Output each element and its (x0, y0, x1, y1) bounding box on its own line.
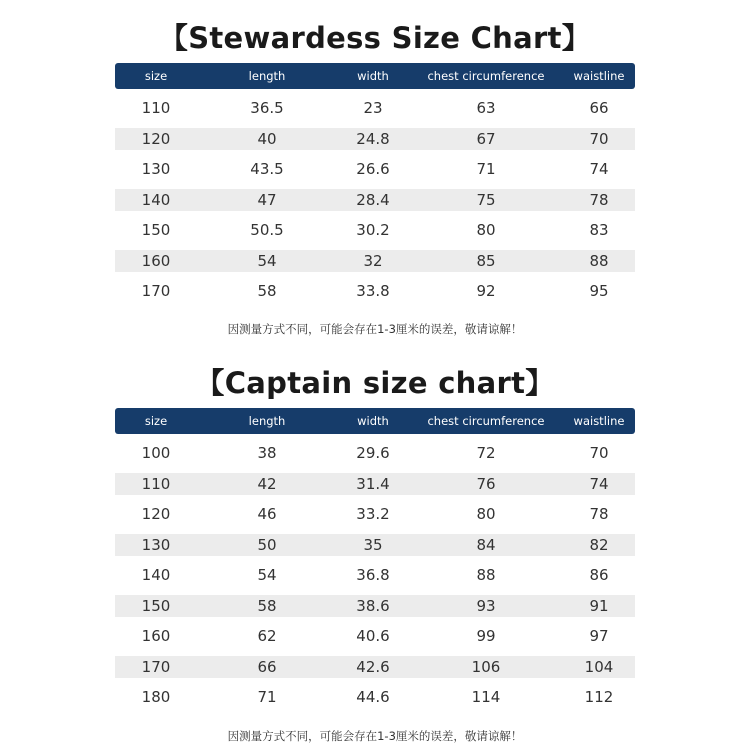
table-row (115, 250, 635, 272)
cell-waistline: 104 (584, 657, 614, 676)
table-row (115, 564, 635, 586)
table-row (115, 473, 635, 495)
table-row (115, 189, 635, 211)
cell-chest-circumference: 92 (476, 282, 496, 300)
cell-length: 62 (257, 627, 277, 645)
table-row (115, 686, 635, 708)
cell-size: 180 (141, 688, 171, 706)
cell-waistline: 66 (589, 99, 609, 117)
cell-length: 54 (257, 566, 277, 584)
cell-width: 35 (363, 535, 383, 554)
cell-waistline: 112 (584, 688, 614, 706)
stewardess-table-body (115, 97, 635, 302)
captain-table-body (115, 442, 635, 708)
cell-size: 130 (141, 535, 171, 554)
cell-waistline: 83 (589, 221, 609, 239)
cell-length: 47 (257, 190, 277, 209)
table-row (115, 534, 635, 556)
stewardess-note: 因测量方式不同，可能会存在1-3厘米的误差，敬请谅解！ (227, 322, 523, 336)
cell-width: 33.2 (356, 505, 390, 523)
cell-chest-circumference: 80 (476, 505, 496, 523)
cell-length: 58 (257, 282, 277, 300)
cell-chest-circumference: 63 (476, 99, 496, 117)
cell-waistline: 74 (589, 474, 609, 493)
cell-chest-circumference: 76 (476, 474, 496, 493)
cell-chest-circumference: 114 (471, 688, 501, 706)
cell-size: 140 (141, 190, 171, 209)
cell-waistline: 78 (589, 505, 609, 523)
header-waistline: waistline (573, 414, 625, 428)
table-row (115, 442, 635, 464)
cell-length: 36.5 (250, 99, 284, 117)
header-size: size (144, 414, 168, 428)
cell-size: 120 (141, 505, 171, 523)
captain-note: 因测量方式不同，可能会存在1-3厘米的误差，敬请谅解！ (227, 729, 523, 743)
table-row (115, 158, 635, 180)
header-size: size (144, 69, 168, 83)
cell-waistline: 88 (589, 251, 609, 270)
table-row (115, 280, 635, 302)
cell-width: 28.4 (356, 190, 390, 209)
cell-chest-circumference: 71 (476, 160, 496, 178)
header-width: width (357, 414, 389, 428)
cell-size: 110 (141, 99, 171, 117)
cell-chest-circumference: 106 (471, 657, 501, 676)
header-chest-circumference: chest circumference (427, 69, 545, 83)
cell-waistline: 86 (589, 566, 609, 584)
cell-width: 29.6 (356, 444, 390, 462)
cell-chest-circumference: 67 (476, 129, 496, 148)
cell-width: 44.6 (356, 688, 390, 706)
cell-waistline: 70 (589, 444, 609, 462)
cell-chest-circumference: 85 (476, 251, 496, 270)
cell-length: 50 (257, 535, 277, 554)
cell-length: 50.5 (250, 221, 284, 239)
cell-size: 140 (141, 566, 171, 584)
captain-table-header (115, 408, 635, 434)
cell-size: 170 (141, 282, 171, 300)
table-row (115, 128, 635, 150)
header-waistline: waistline (573, 69, 625, 83)
stewardess-title: 【Stewardess Size Chart】 (158, 21, 592, 55)
table-row (115, 503, 635, 525)
cell-waistline: 70 (589, 129, 609, 148)
cell-width: 30.2 (356, 221, 390, 239)
cell-size: 150 (141, 221, 171, 239)
cell-waistline: 78 (589, 190, 609, 209)
cell-size: 120 (141, 129, 171, 148)
cell-size: 170 (141, 657, 171, 676)
cell-chest-circumference: 88 (476, 566, 496, 584)
cell-chest-circumference: 84 (476, 535, 496, 554)
cell-length: 71 (257, 688, 277, 706)
cell-length: 42 (257, 474, 277, 493)
cell-length: 38 (257, 444, 277, 462)
cell-chest-circumference: 99 (476, 627, 496, 645)
captain-title: 【Captain size chart】 (195, 366, 555, 400)
cell-waistline: 97 (589, 627, 609, 645)
cell-length: 58 (257, 596, 277, 615)
cell-chest-circumference: 80 (476, 221, 496, 239)
cell-width: 32 (363, 251, 383, 270)
stewardess-table (115, 63, 635, 311)
cell-waistline: 95 (589, 282, 609, 300)
cell-width: 26.6 (356, 160, 390, 178)
cell-width: 38.6 (356, 596, 390, 615)
cell-width: 36.8 (356, 566, 390, 584)
cell-size: 100 (141, 444, 171, 462)
cell-width: 33.8 (356, 282, 390, 300)
cell-width: 40.6 (356, 627, 390, 645)
table-row (115, 97, 635, 119)
table-row (115, 625, 635, 647)
cell-width: 31.4 (356, 474, 390, 493)
cell-width: 23 (363, 99, 383, 117)
header-length: length (248, 69, 286, 83)
table-row (115, 656, 635, 678)
cell-width: 42.6 (356, 657, 390, 676)
stewardess-table-header (115, 63, 635, 89)
cell-waistline: 82 (589, 535, 609, 554)
header-length: length (248, 414, 286, 428)
header-width: width (357, 69, 389, 83)
cell-waistline: 74 (589, 160, 609, 178)
cell-length: 54 (257, 251, 277, 270)
cell-waistline: 91 (589, 596, 609, 615)
cell-size: 150 (141, 596, 171, 615)
cell-size: 110 (141, 474, 171, 493)
cell-size: 160 (141, 251, 171, 270)
cell-length: 66 (257, 657, 277, 676)
header-chest-circumference: chest circumference (427, 414, 545, 428)
cell-length: 40 (257, 129, 277, 148)
table-row (115, 595, 635, 617)
captain-table (115, 408, 635, 717)
cell-length: 46 (257, 505, 277, 523)
cell-chest-circumference: 75 (476, 190, 496, 209)
cell-size: 160 (141, 627, 171, 645)
table-row (115, 219, 635, 241)
cell-length: 43.5 (250, 160, 284, 178)
cell-chest-circumference: 93 (476, 596, 496, 615)
cell-size: 130 (141, 160, 171, 178)
cell-width: 24.8 (356, 129, 390, 148)
cell-chest-circumference: 72 (476, 444, 496, 462)
